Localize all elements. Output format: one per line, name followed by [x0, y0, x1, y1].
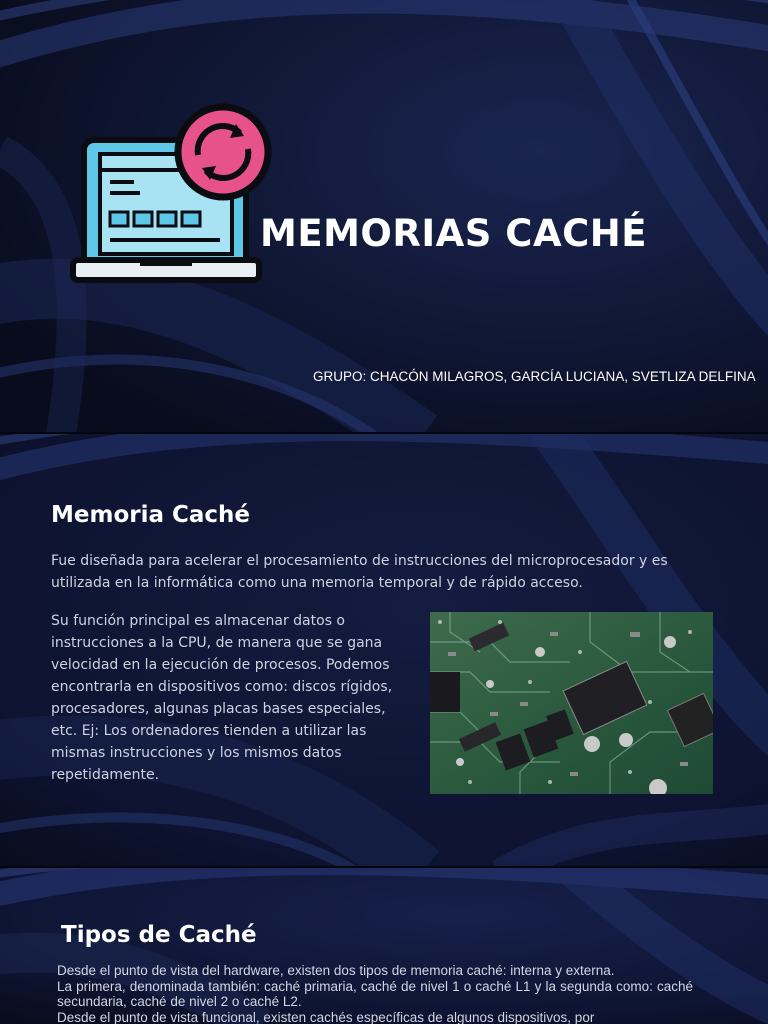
function-paragraph: Su función principal es almacenar datos o instrucciones a la CPU, de manera que se gana velocidad en la ejecución de procesos. Podemos encontrarla en dispositivos como: discos rígidos, procesadores, algunas placas bases especiales, etc. Ej: Los ordenadores tienden a utilizar las mismas instrucciones y los mismos datos repetidamente. — [51, 613, 393, 783]
types-line: Desde el punto de vista funcional, existen cachés específicas de algunos dispositivos, por — [57, 1009, 595, 1024]
types-paragraph — [57, 963, 693, 1024]
slide-heading: Tipos de Caché — [61, 922, 257, 948]
presentation-title: MEMORIAS CACHÉ — [260, 212, 647, 255]
memoria-cache-slide — [0, 434, 768, 866]
group-members: GRUPO: CHACÓN MILAGROS, GARCÍA LUCIANA, SVETLIZA DELFINA — [313, 369, 756, 384]
types-line: Desde el punto de vista del hardware, existen dos tipos de memoria caché: interna y externa. — [57, 963, 615, 978]
intro-paragraph: Fue diseñada para acelerar el procesamiento de instrucciones del microprocesador y es utilizada en la informática como una memoria temporal y de rápido acceso. — [51, 553, 668, 591]
title-slide — [0, 0, 768, 432]
tipos-cache-slide — [0, 868, 768, 1024]
slide-heading: Memoria Caché — [51, 502, 251, 528]
types-line: La primera, denominada también: caché primaria, caché de nivel 1 o caché L1 y la segunda como: caché secundaria, caché de nivel 2 o caché L2. — [57, 978, 693, 1009]
laptop-sync-icon — [70, 100, 275, 290]
circuit-board-photo — [430, 612, 713, 794]
